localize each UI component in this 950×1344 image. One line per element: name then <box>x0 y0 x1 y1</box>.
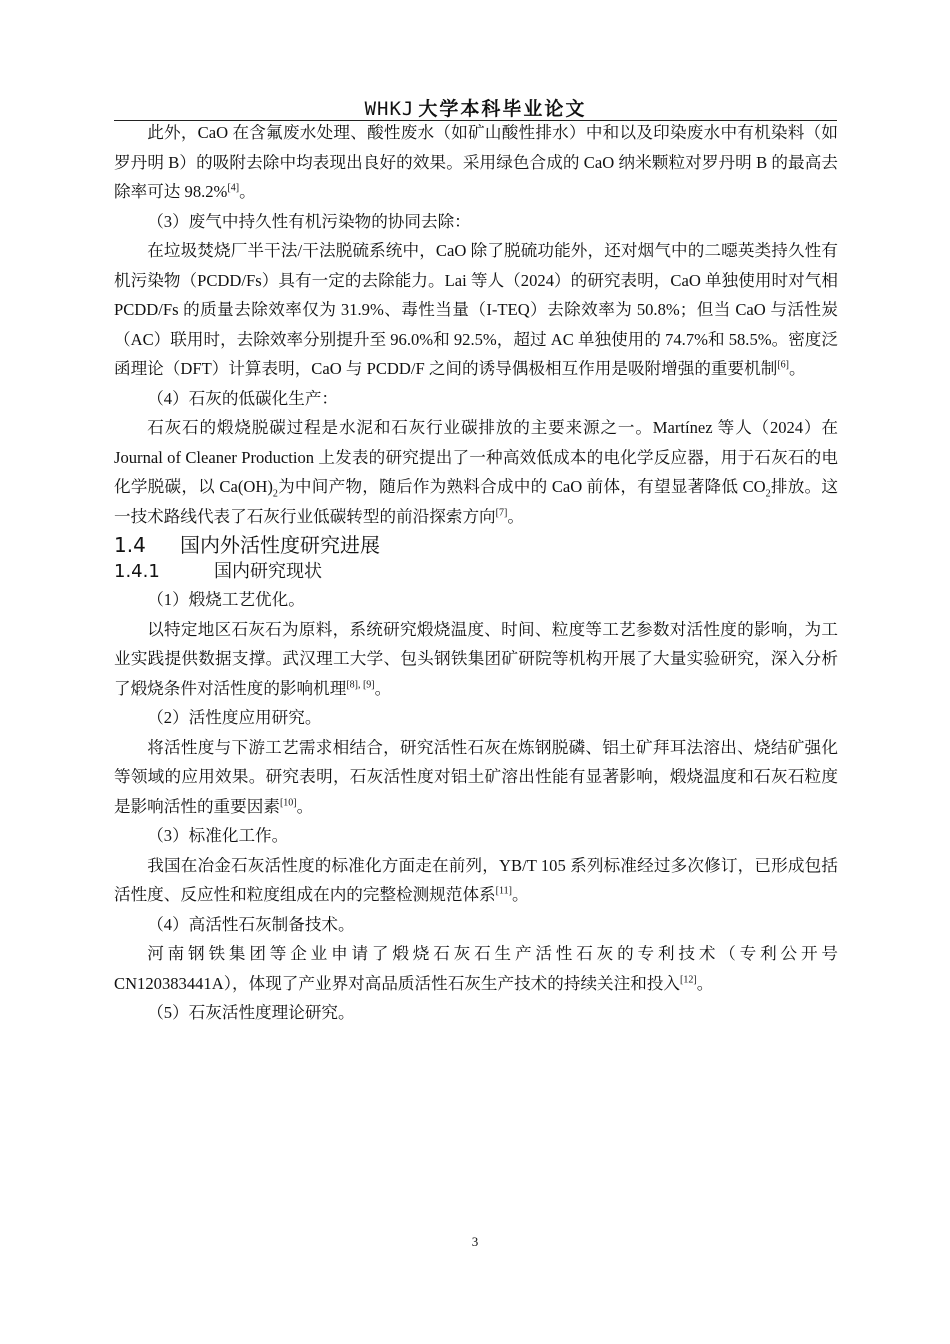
citation: [6] <box>777 359 789 371</box>
citation: [8], [9] <box>346 678 375 690</box>
citation: [7] <box>495 506 508 518</box>
subsection-heading <box>114 559 838 585</box>
list-item-3b: （3）标准化工作。 <box>147 826 289 845</box>
section-number: 1.4 <box>114 533 146 557</box>
subsection-title: 国内研究现状 <box>214 561 322 582</box>
page-header <box>114 94 837 121</box>
list-item-5: （5）石灰活性度理论研究。 <box>147 1003 355 1022</box>
citation: [4] <box>227 182 240 194</box>
list-item-4b: （4）高活性石灰制备技术。 <box>147 914 355 934</box>
section-heading <box>114 531 838 559</box>
paragraph-low-carbon: 石灰石的煅烧脱碳过程是水泥和石灰行业碳排放的主要来源之一。Martínez 等人（2024）在 Journal of Cleaner Production 上发表的研究提出了一种高效低成本的电化学反应器，用于石灰石的电化学脱碳，以 $Ca(OH)_2$为中间产物，随后作为熟料合成中的 CaO 前体，有望显著降低 $CO_2$排放。这一技术路线代表了石灰行业低碳转型的前沿探索方向[7]。 <box>114 418 838 526</box>
header-title: 大学本科毕业论文 <box>418 98 587 120</box>
list-item-1: （1）煅烧工艺优化。 <box>147 590 305 609</box>
paragraph-cao-wastewater: 此外，CaO 在含氟废水处理、酸性废水（如矿山酸性排水）中和以及印染废水中有机染料（如罗丹明 B）的吸附去除中均表现出良好的效果。采用绿色合成的 CaO 纳米颗粒对罗丹明 B 的最高去除率可达 98.2%[4]。 <box>114 123 838 201</box>
paragraph-pcdd: 在垃圾焚烧厂半干法/干法脱硫系统中，CaO 除了脱硫功能外，还对烟气中的二噁英类持久性有机污染物（PCDD/Fs）具有一定的去除能力。Lai 等人（2024）的研究表明，CaO 单独使用时对气相 PCDD/Fs 的质量去除效率仅为 31.9%、毒性当量（I-TEQ）去除效率为 50.8%；但当 CaO 与活性炭（AC）联用时，去除效率分别提升至 96.0%和 92.5%，超过 AC 单独使用的 74.7%和 58.5%。密度泛函理论（DFT）计算表明，CaO 与 PCDD/F 之间的诱导偶极相互作用是吸附增强的重要机制[6]。 <box>114 241 838 378</box>
subsection-number: 1.4.1 <box>114 561 160 582</box>
list-item-4: （4）石灰的低碳化生产： <box>147 388 339 408</box>
list-item-2: （2）活性度应用研究。 <box>147 708 322 727</box>
paragraph-patent: 河南钢铁集团等企业申请了煅烧石灰石生产活性石灰的专利技术（专利公开号 CN120383441A），体现了产业界对高品质活性石灰生产技术的持续关注和投入[12]。 <box>114 944 838 993</box>
page-number: 3 <box>471 1234 479 1249</box>
citation: [10] <box>279 796 297 808</box>
paragraph-application: 将活性度与下游工艺需求相结合，研究活性石灰在炼钢脱磷、铝土矿拜耳法溶出、烧结矿强化等领域的应用效果。研究表明，石灰活性度对铝土矿溶出性能有显著影响，煅烧温度和石灰石粒度是影响活性的重要因素[10]。 <box>114 737 838 816</box>
header-prefix: WHKJ <box>364 98 415 120</box>
list-item-3: （3）废气中持久性有机污染物的协同去除： <box>147 211 471 231</box>
paragraph-calcination: 以特定地区石灰石为原料，系统研究煅烧温度、时间、粒度等工艺参数对活性度的影响，为工业实践提供数据支撑。武汉理工大学、包头钢铁集团矿研院等机构开展了大量实验研究，深入分析了煅烧条件对活性度的影响机理[8], [9]。 <box>114 619 838 698</box>
citation: [12] <box>680 973 697 985</box>
paragraph-standard: 我国在冶金石灰活性度的标准化方面走在前列，YB/T 105 系列标准经过多次修订，已形成包括活性度、反应性和粒度组成在内的完整检测规范体系[11]。 <box>114 855 838 904</box>
section-title: 国内外活性度研究进展 <box>180 533 380 557</box>
citation: [11] <box>495 885 512 897</box>
page-body <box>114 118 838 1028</box>
